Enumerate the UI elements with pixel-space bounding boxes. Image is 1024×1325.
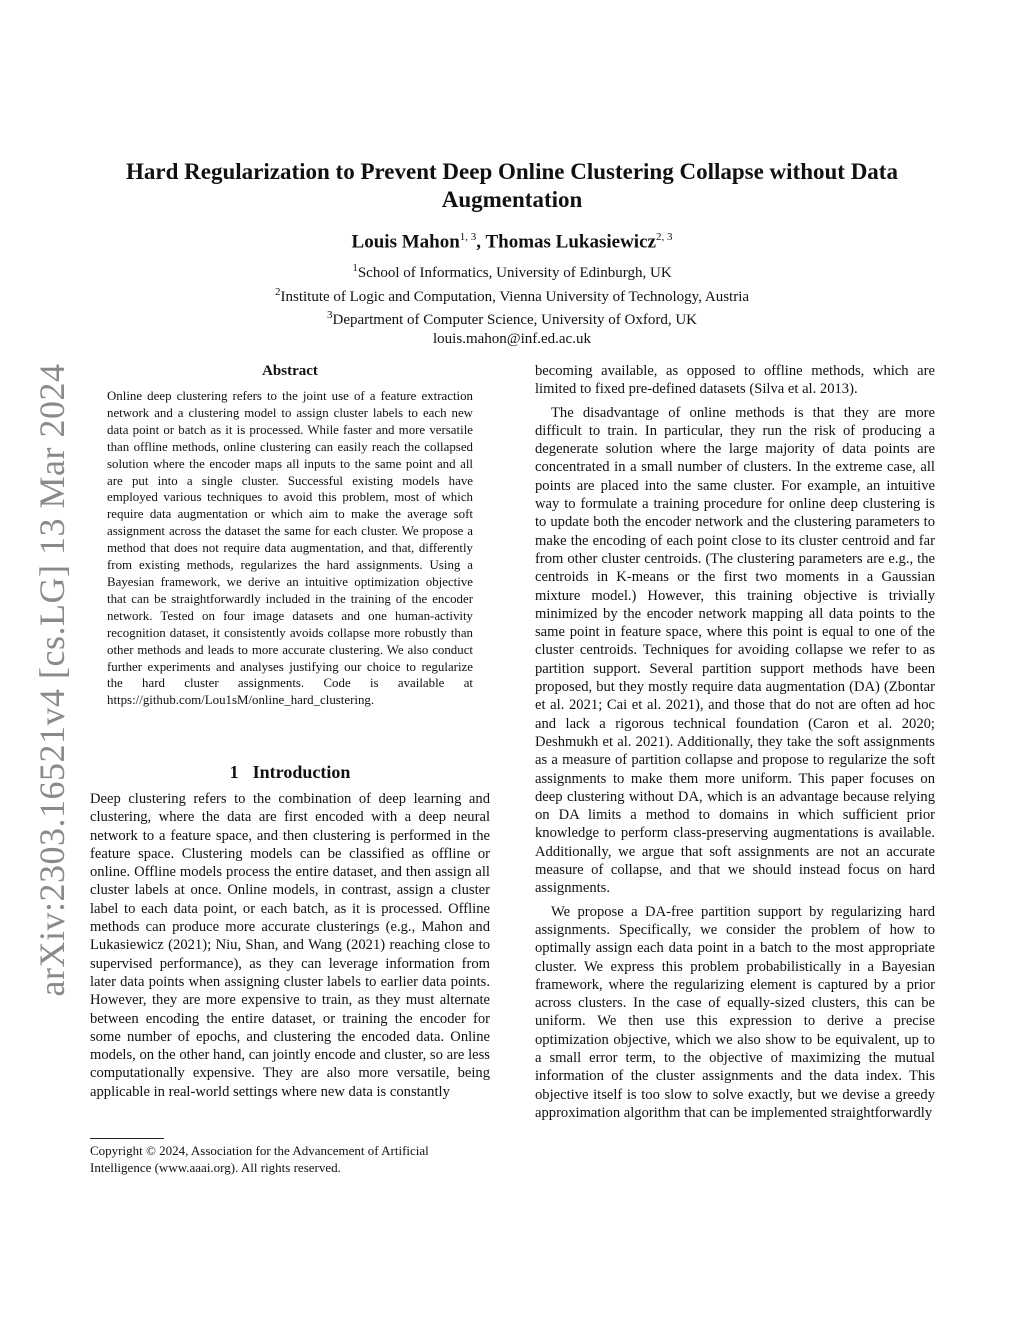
abstract-body xyxy=(107,388,473,709)
abstract-paragraph: Online deep clustering refers to the joint use of a feature extraction network and a clustering model to assign cluster labels to each new data point or batch as it is processed. While faster and more versatile than offline methods, online clustering can easily reach the collapsed solution where the encoder maps all inputs to the same point and all are put into a single cluster. Successful existing models have employed various techniques to avoid this problem, most of which require data augmentation or which aim to make the average soft assignment across the dataset the same for each cluster. We propose a method that does not require data augmentation, and that, differently from existing methods, regularizes the hard assignments. Using a Bayesian framework, we derive an intuitive optimization objective that can be straightforwardly included in the training of the encoder network. Tested on four image datasets and one human-activity recognition dataset, it consistently avoids collapse more robustly than other methods and leads to more accurate clustering. We also conduct further experiments and analyses justifying our choice to regularize the hard cluster assignments. Code is available at https://github.com/Lou1sM/online_hard_clustering. xyxy=(107,389,473,708)
abstract-heading: Abstract xyxy=(262,363,318,379)
affiliation-line xyxy=(100,259,924,283)
author-email: louis.mahon@inf.ed.ac.uk xyxy=(433,330,591,347)
author-separator: , xyxy=(476,231,486,253)
affiliation-marker: 1 xyxy=(352,262,358,274)
body-paragraph: We propose a DA-free partition support by regularizing hard assignments. Specifically, we consider the problem of how to optimally assign each data point in a batch to the most appropriate cluster. We express this problem probabilistically in a Bayesian framework, where the regularizing element is captured by a prior across clusters. In the case of equally-sized clusters, this can be uniform. We then use this expression to derive a precise optimization objective, which we also show to be equivalent, up to a small error term, to the objective of maximizing the mutual information of the cluster assignments and the data index. This objective itself is too slow to solve exactly, but we devise a greedy approximation algorithm that can be implemented straightforwardly xyxy=(535,903,935,1121)
affiliation-text: Institute of Logic and Computation, Vienna University of Technology, Austria xyxy=(280,288,750,305)
section-title: Introduction xyxy=(252,762,351,782)
paper-title xyxy=(100,158,924,214)
footnote-rule xyxy=(90,1138,164,1139)
copyright-footnote xyxy=(90,1143,490,1176)
affiliation-marker: 3 xyxy=(327,309,333,321)
body-paragraph: Deep clustering refers to the combination of deep learning and clustering, where the data are first encoded with a deep neural network to a feature space, and then clustering is performed in the feature space. Clustering models can be classified as offline or online. Offline models process the entire dataset, and then assign all cluster labels at once. Online models, in contrast, assign a cluster label to each data point, or each batch, as it is processed. Offline methods can produce more accurate clusterings (e.g., Mahon and Lukasiewicz (2021); Niu, Shan, and Wang (2021) reaching close to supervised performance), as they can leverage information from later data points when assigning cluster labels to earlier data points. However, they are more expensive to train, as they must alternate between encoding the entire dataset, or training the encoder for some number of epochs, and clustering the encoded data. Online models, on the other hand, can jointly encode and cluster, so are less computationally expensive. They are also more versatile, being applicable in real-world settings where new data is constantly xyxy=(90,791,490,1100)
title-line-2: Augmentation xyxy=(441,187,583,212)
section-heading-introduction xyxy=(90,762,490,783)
author-list xyxy=(100,231,924,253)
body-paragraph: becoming available, as opposed to offline methods, which are limited to fixed pre-defined datasets (Silva et al. 2013). xyxy=(535,363,935,398)
intro-left-column xyxy=(90,790,490,1101)
body-paragraph: The disadvantage of online methods is that they are more difficult to train. In particular, they run the risk of producing a degenerate solution where the large majority of data points are concentrated in a small number of clusters. In the extreme case, all points are placed into the same cluster. For example, an intuitive way to formulate a training procedure for online deep clustering is to update both the encoder network and the clustering parameters to make the encoding of each point close to its cluster centroid and far from other cluster centroids. (The clustering parameters are e.g., the centroids in K-means or the first two moments in a Gaussian mixture model.) However, this training objective is trivially minimized by the encoder network mapping all data points to the same point in feature space, where this point is equal to one of the cluster centroids. Techniques for avoiding collapse we refer to as partition support. Several partition support methods have been proposed, but they mostly require data augmentation (DA) (Zbontar et al. 2021; Cai et al. 2021), and those that do not are often ad hoc and lack a rigorous technical foundation (Caron et al. 2020; Deshmukh et al. 2021). Additionally, they take the soft assignments as a measure of partition collapse and propose to regularize the soft assignments to make them more uniform. This paper focuses on deep clustering without DA, which is an advantage because relying on DA limits a method to domains in which sufficient prior knowledge to perform class-preserving augmentations is available. Additionally, we argue that soft assignments are not an accurate measure of collapse, and that we should instead focus on hard assignments. xyxy=(535,404,935,897)
author-affiliation-marker: 1, 3 xyxy=(459,231,477,243)
section-number: 1 xyxy=(229,762,239,782)
author-affiliation-marker: 2, 3 xyxy=(655,231,673,243)
affiliation-text: School of Informatics, University of Edinburgh, UK xyxy=(357,265,672,281)
affiliation-line xyxy=(100,283,924,307)
arxiv-identifier: arXiv:2303.16521v4 [cs.LG] 13 Mar 2024 xyxy=(32,363,72,997)
author-name: Thomas Lukasiewicz xyxy=(485,231,656,253)
affiliations xyxy=(100,259,924,348)
affiliation-text: Department of Computer Science, University of Oxford, UK xyxy=(332,312,697,328)
author-name: Louis Mahon xyxy=(351,231,460,253)
affiliation-marker: 2 xyxy=(274,285,281,298)
footnote-line: Copyright © 2024, Association for the Advancement of Artificial xyxy=(90,1143,429,1158)
affiliation-line xyxy=(100,306,924,330)
title-line-1: Hard Regularization to Prevent Deep Online Clustering Collapse without Data xyxy=(126,159,898,184)
footnote-line: Intelligence (www.aaai.org). All rights reserved. xyxy=(90,1159,341,1175)
intro-right-column xyxy=(535,362,935,1122)
